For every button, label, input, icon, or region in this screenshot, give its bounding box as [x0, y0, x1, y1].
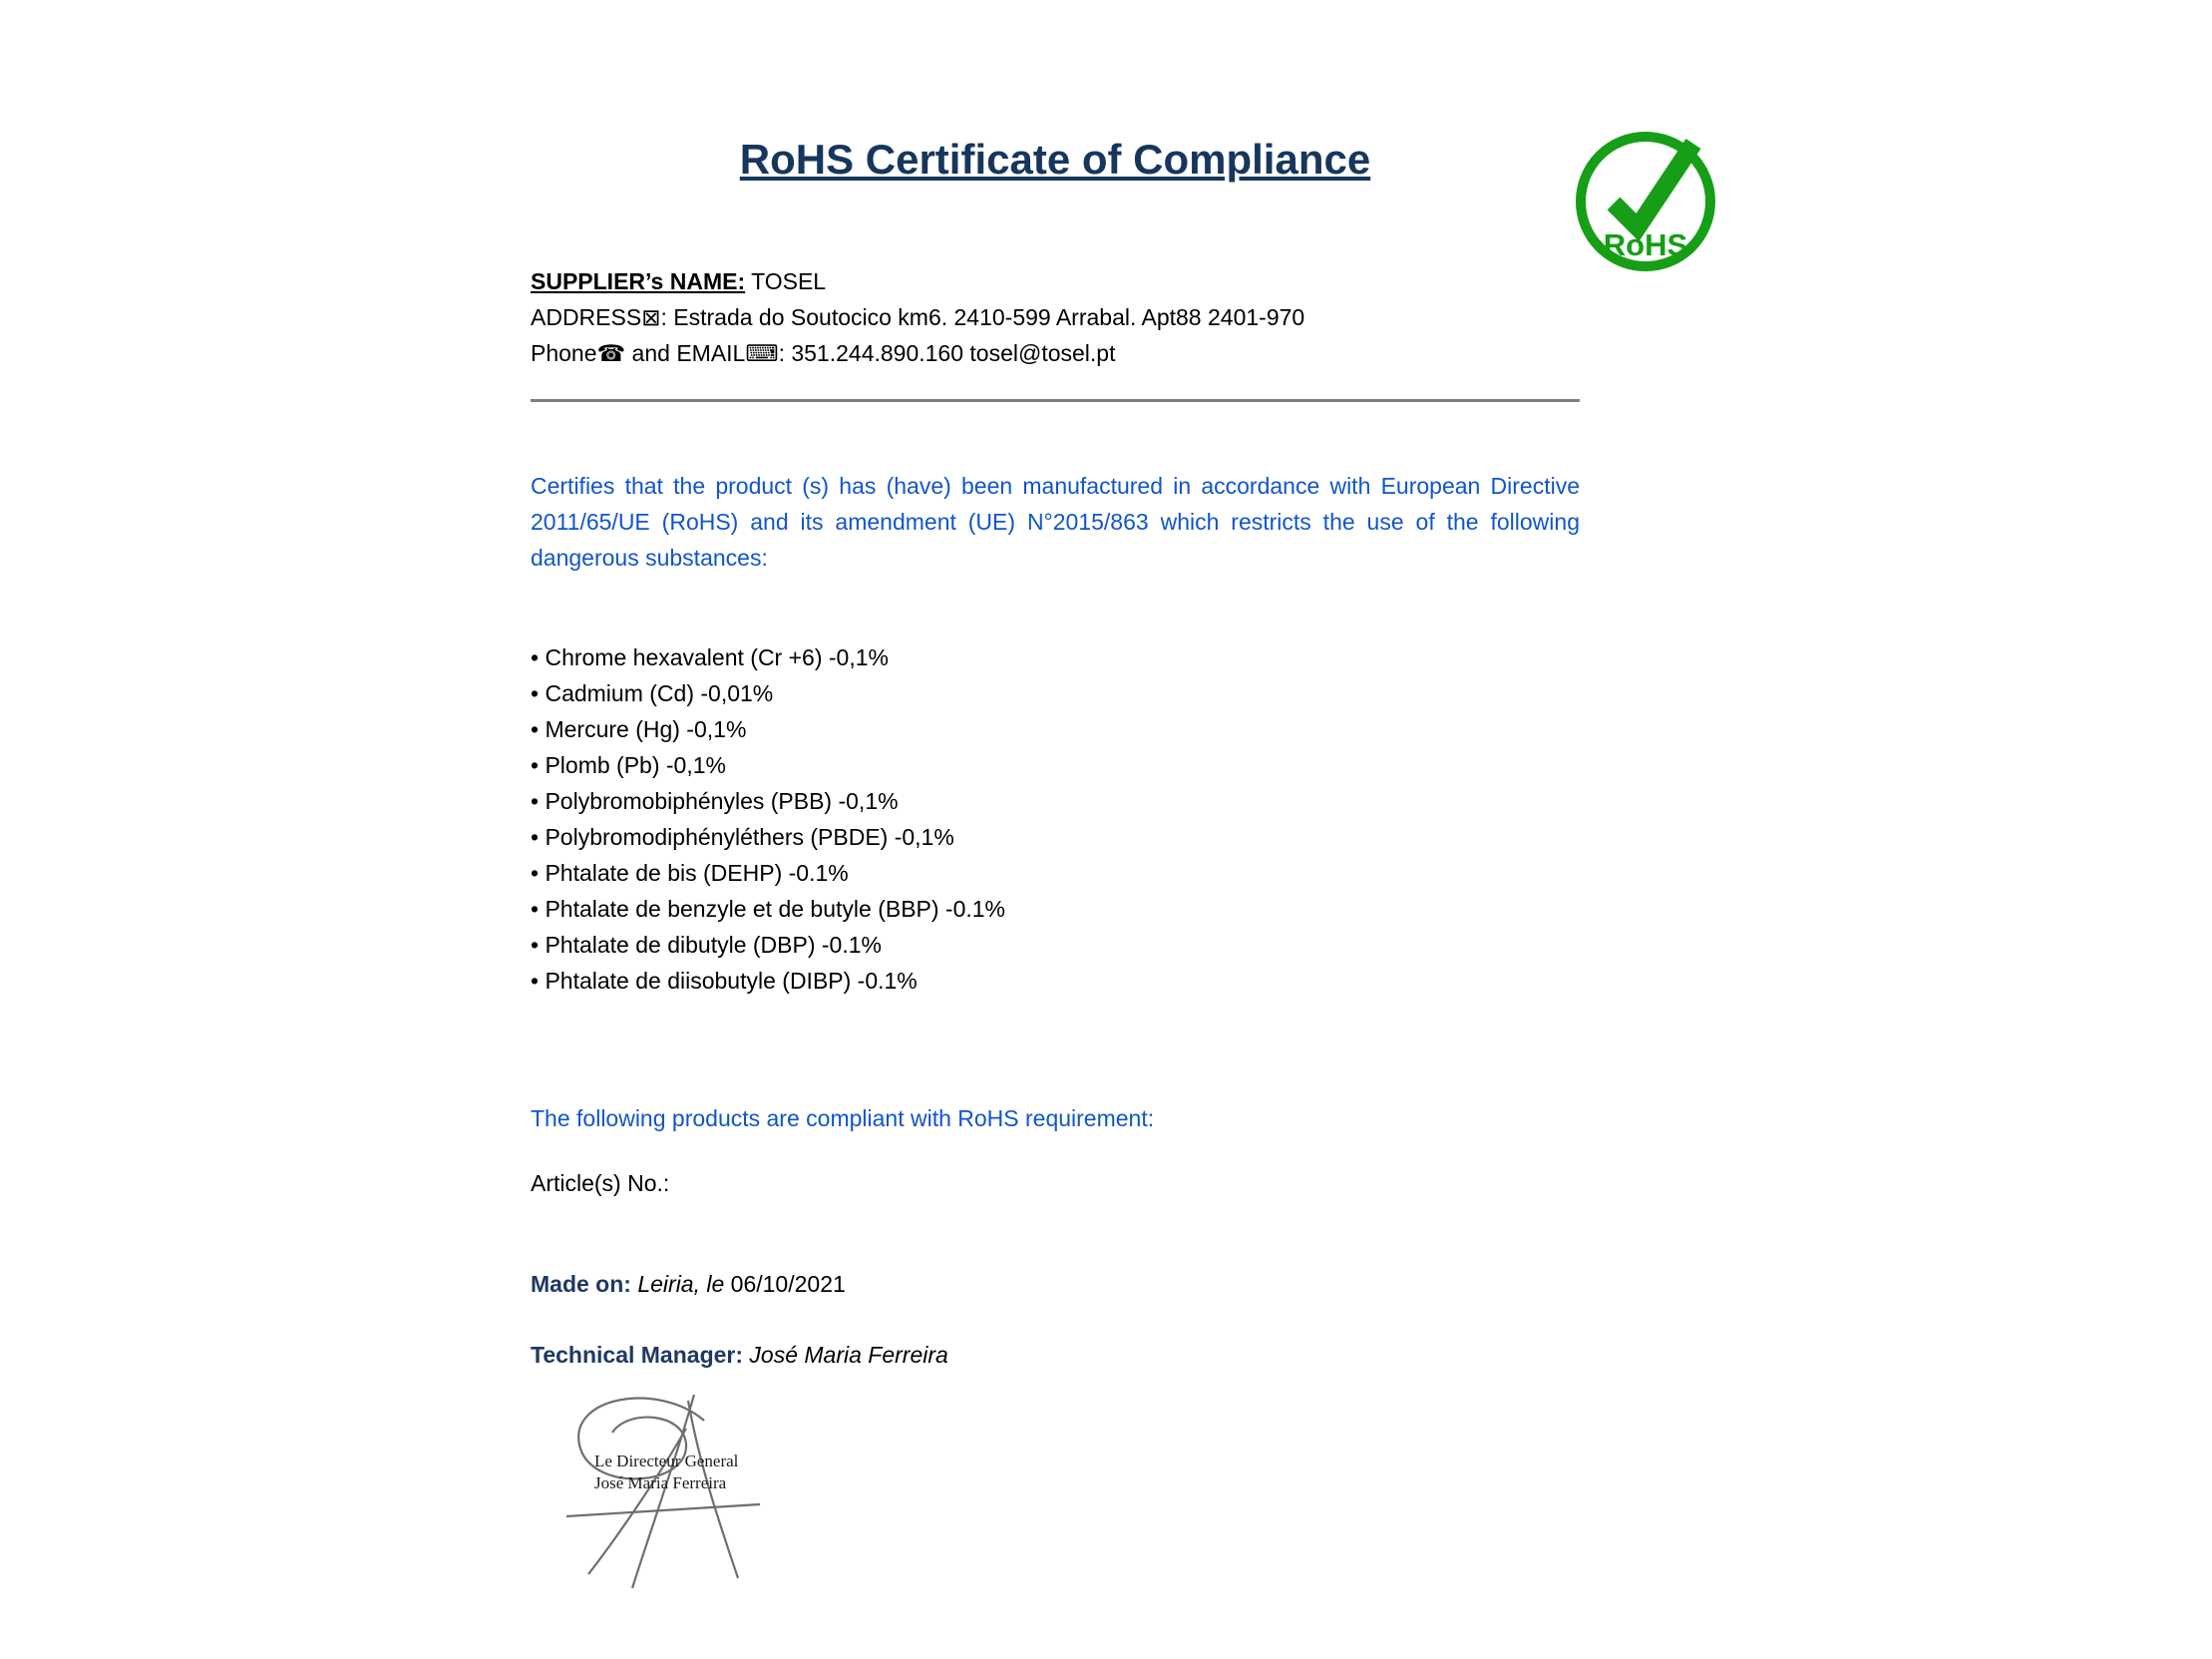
list-item: • Phtalate de dibutyle (DBP) -0.1%: [531, 927, 1580, 963]
list-item: • Phtalate de diisobutyle (DIBP) -0.1%: [531, 963, 1580, 999]
computer-icon: ⌨: [745, 340, 779, 366]
rohs-logo: [1572, 120, 1727, 275]
signature-text: [594, 1451, 738, 1494]
list-item: • Phtalate de bis (DEHP) -0.1%: [531, 855, 1580, 891]
compliance-statement: The following products are compliant with RoHS requirement:: [531, 1105, 1155, 1131]
signature-block: [537, 1389, 846, 1608]
list-item: • Mercure (Hg) -0,1%: [531, 711, 1580, 747]
technical-manager-line: [531, 1342, 1580, 1369]
signature-name: José Maria Ferreira: [594, 1473, 727, 1492]
made-on-place: Leiria, le: [630, 1271, 731, 1297]
technical-manager-name: José Maria Ferreira: [743, 1342, 948, 1368]
envelope-icon: ⊠: [641, 304, 661, 330]
made-on-label: Made on:: [531, 1271, 631, 1297]
list-item: • Polybromodiphényléthers (PBDE) -0,1%: [531, 819, 1580, 855]
page-title: RoHS Certificate of Compliance: [739, 136, 1371, 183]
divider-line: [531, 399, 1580, 402]
list-item: • Phtalate de benzyle et de butyle (BBP) -0.1%: [531, 891, 1580, 927]
made-on-date: 06/10/2021: [730, 1271, 846, 1297]
certification-statement: Certifies that the product (s) has (have) been manufactured in accordance with European Directive 2011/65/UE (RoHS) and its amendment (UE) N°2015/863 which restricts the use of the following dangerous substances:: [531, 473, 1580, 571]
supplier-contact-line: [531, 335, 1580, 371]
address-value: : Estrada do Soutocico km6. 2410-599 Arrabal. Apt88 2401-970: [660, 304, 1305, 330]
supplier-block: [531, 263, 1580, 371]
signature-scribble: [537, 1389, 846, 1608]
supplier-address-line: [531, 299, 1580, 335]
list-item: • Cadmium (Cd) -0,01%: [531, 675, 1580, 711]
technical-manager-label: Technical Manager:: [531, 1342, 744, 1368]
phone-icon: ☎: [596, 340, 626, 366]
supplier-name-label: SUPPLIER’s NAME:: [531, 268, 746, 294]
document-content: [531, 0, 1580, 1369]
rohs-logo-svg: [1572, 120, 1727, 275]
contact-value: : 351.244.890.160 tosel@tosel.pt: [778, 340, 1116, 366]
list-item: • Chrome hexavalent (Cr +6) -0,1%: [531, 639, 1580, 675]
supplier-name-line: [531, 263, 1580, 299]
phone-label: Phone: [531, 340, 597, 366]
made-on-line: [531, 1271, 1580, 1298]
signature-underline: [566, 1504, 760, 1516]
email-label: and EMAIL: [625, 340, 746, 366]
supplier-name-value: TOSEL: [745, 268, 827, 294]
substance-list: [531, 639, 1580, 999]
list-item: • Plomb (Pb) -0,1%: [531, 747, 1580, 783]
signature-title: Le Directeur General: [594, 1452, 739, 1470]
address-label: ADDRESS: [531, 304, 642, 330]
checkmark-icon: [1614, 144, 1693, 227]
articles-label: Article(s) No.:: [531, 1170, 670, 1196]
logo-label: RoHS: [1603, 227, 1688, 262]
list-item: • Polybromobiphényles (PBB) -0,1%: [531, 783, 1580, 819]
